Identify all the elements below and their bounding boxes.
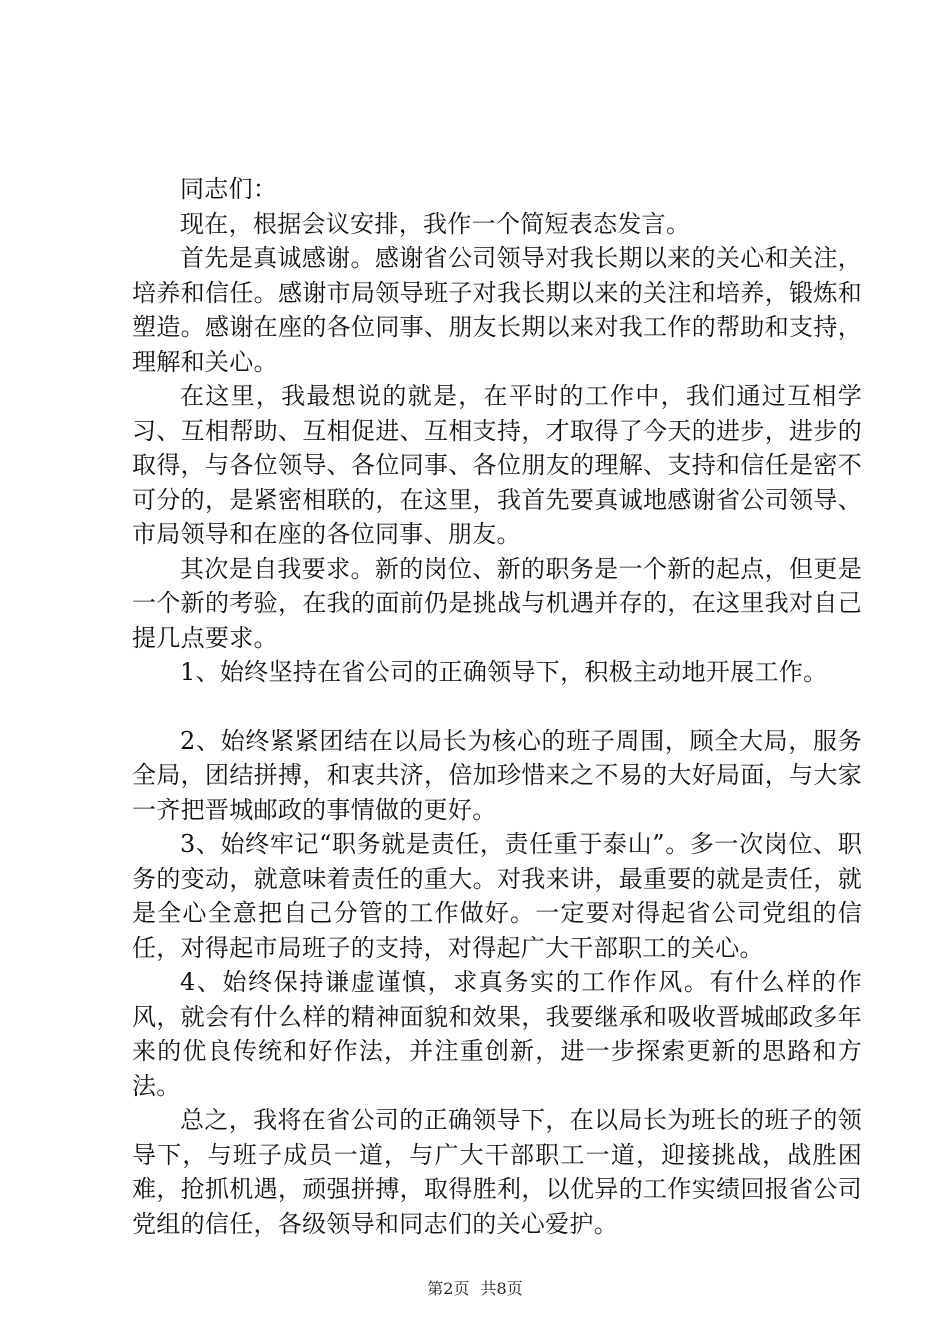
reflection-paragraph: 在这里，我最想说的就是，在平时的工作中，我们通过互相学习、互相帮助、互相促进、互相支持，才取得了今天的进步，进步的取得，与各位领导、各位同事、各位朋友的理解、支持和信任是密不可分的，是紧密相联的，在这里，我首先要真诚地感谢省公司领导、市局领导和在座的各位同事、朋友。 bbox=[132, 382, 862, 548]
document-body bbox=[132, 172, 862, 1241]
self-requirement-paragraph: 其次是自我要求。新的岗位、新的职务是一个新的起点，但更是一个新的考验，在我的面前仍是挑战与机遇并存的，在这里我对自己提几点要求。 bbox=[132, 554, 862, 652]
greeting-paragraph: 同志们： bbox=[180, 175, 278, 203]
requirement-item-3: 3、始终牢记“职务就是责任，责任重于泰山”。多一次岗位、职务的变动，就意味着责任的重大。对我来讲，最重要的就是责任，就是全心全意把自己分管的工作做好。一定要对得起省公司党组的信任，对得起市局班子的支持，对得起广大干部职工的关心。 bbox=[132, 830, 862, 962]
requirement-item-4: 4、始终保持谦虚谨慎，求真务实的工作作风。有什么样的作风，就会有什么样的精神面貌和效果，我要继承和吸收晋城邮政多年来的优良传统和好作法，并注重创新，进一步探索更新的思路和方法。 bbox=[132, 968, 862, 1100]
page-total: 共8页 bbox=[480, 1279, 523, 1298]
page-footer bbox=[0, 1276, 950, 1299]
page-number: 第2页 bbox=[427, 1279, 470, 1298]
thanks-paragraph: 首先是真诚感谢。感谢省公司领导对我长期以来的关心和关注，培养和信任。感谢市局领导班子对我长期以来的关注和培养，锻炼和塑造。感谢在座的各位同事、朋友长期以来对我工作的帮助和支持，理解和关心。 bbox=[132, 244, 862, 376]
requirement-item-1: 1、始终坚持在省公司的正确领导下，积极主动地开展工作。 bbox=[180, 658, 828, 686]
intro-paragraph: 现在，根据会议安排，我作一个简短表态发言。 bbox=[180, 209, 691, 238]
closing-paragraph: 总之，我将在省公司的正确领导下，在以局长为班长的班子的领导下，与班子成员一道，与广大干部职工一道，迎接挑战，战胜困难，抢抓机遇，顽强拼搏，取得胜利，以优异的工作实绩回报省公司党组的信任，各级领导和同志们的关心爱护。 bbox=[132, 1106, 862, 1238]
requirement-item-2: 2、始终紧紧团结在以局长为核心的班子周围，顾全大局，服务全局，团结拼搏，和衷共济，倍加珍惜来之不易的大好局面，与大家一齐把晋城邮政的事情做的更好。 bbox=[132, 726, 862, 824]
